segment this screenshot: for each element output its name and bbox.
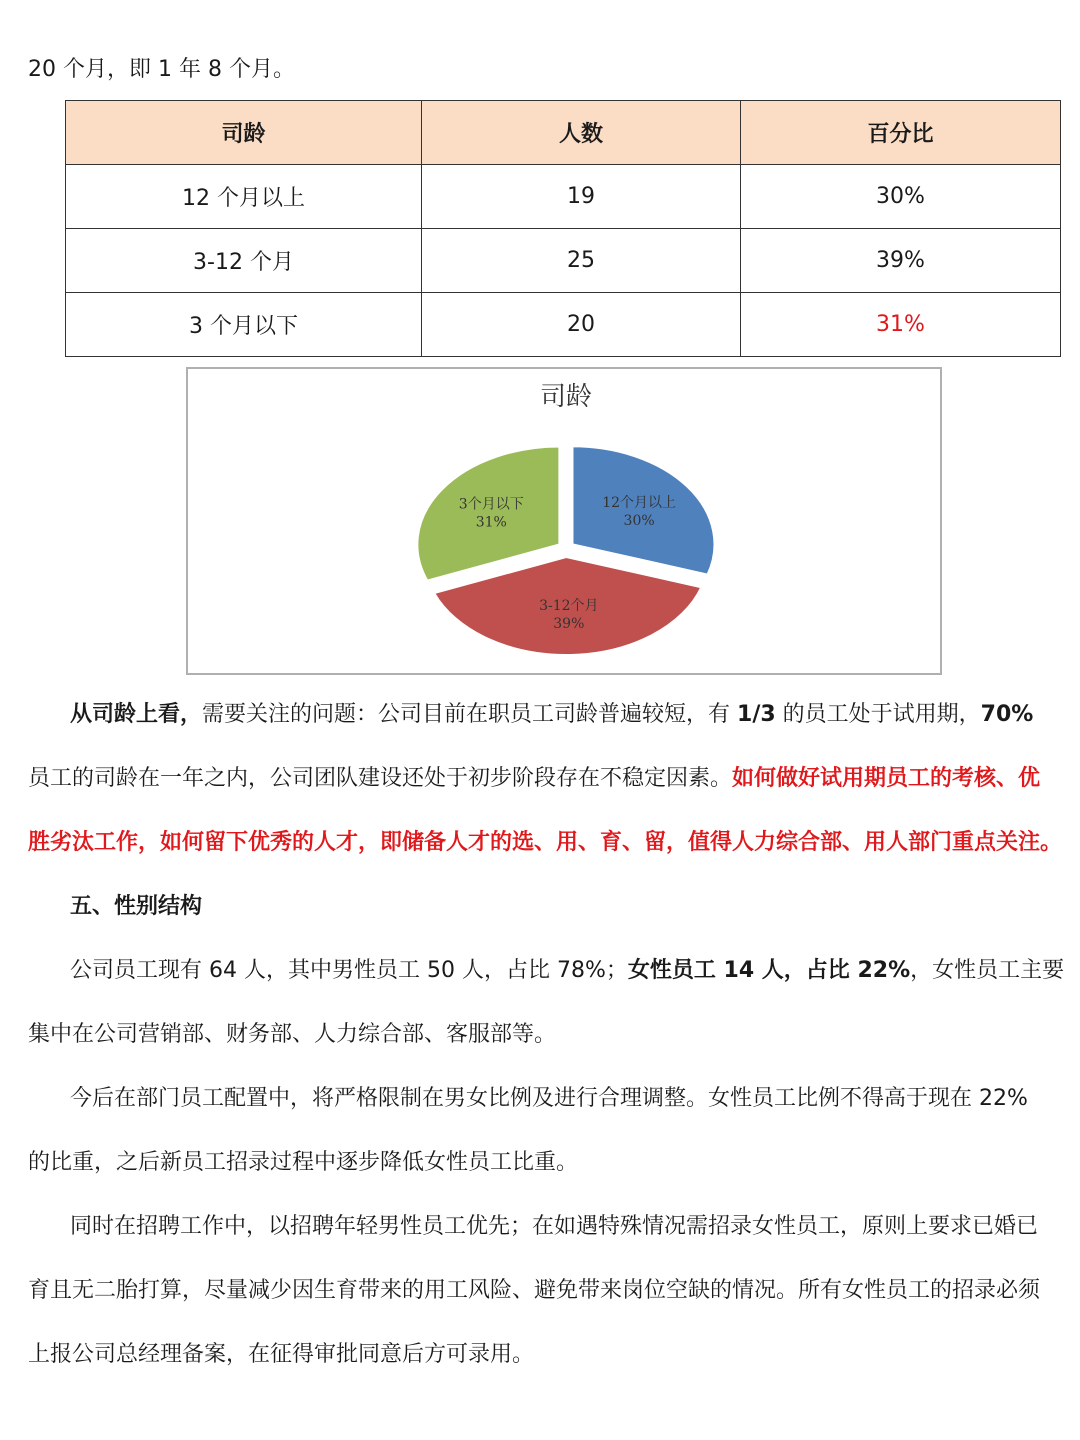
section5-line4: 的比重，之后新员工招录过程中逐步降低女性员工比重。 [28,1150,579,1175]
para1-text-a: 需要关注的问题：公司目前在职员工司龄普遍较短，有 [202,702,738,727]
table-header-row [66,101,1061,165]
para1-text-c: 员工的司龄在一年之内，公司团队建设还处于初步阶段存在不稳定因素。 [28,766,733,791]
cell-count: 20 [422,293,741,357]
para1-line1 [70,700,1033,730]
cell-count: 25 [422,229,741,293]
pie-label: 3-12个月 [539,597,599,614]
table-row [66,165,1061,229]
cell-tenure: 12 个月以上 [66,165,422,229]
cell-percent: 39% [741,229,1061,293]
pie-percent-label: 31% [475,514,507,531]
pie-label: 3个月以下 [458,496,524,513]
section5-text-a: 公司员工现有 64 人，其中男性员工 50 人，占比 78%； [70,958,628,983]
section5-text-b: ，女性员工主要 [910,958,1065,983]
cell-percent: 31% [741,293,1061,357]
section5-line2: 集中在公司营销部、财务部、人力综合部、客服部等。 [28,1022,557,1047]
cell-tenure: 3-12 个月 [66,229,422,293]
cell-percent: 30% [741,165,1061,229]
para1-text-b: 的员工处于试用期， [775,702,981,727]
chart-title: 司龄 [539,382,593,411]
para1-line2 [28,764,1040,794]
pie-slice [417,447,559,581]
tenure-table [65,100,1061,357]
section5-female-stat: 女性员工 14 人，占比 22% [627,958,911,983]
section5-line7: 上报公司总经理备案，在征得审批同意后方可录用。 [28,1342,535,1367]
cell-count: 19 [422,165,741,229]
pie-label: 12个月以上 [602,494,677,511]
para1-fraction: 1/3 [737,702,776,727]
para1-line3: 胜劣汰工作，如何留下优秀的人才，即储备人才的选、用、育、留，值得人力综合部、用人部门重点关注。 [28,830,1063,855]
header-count: 人数 [422,101,741,165]
pie-percent-label: 39% [553,615,585,632]
table-row [66,293,1061,357]
tenure-pie-chart [186,367,942,675]
section5-heading: 五、性别结构 [70,894,203,919]
para1-percent: 70% [980,702,1034,727]
header-tenure: 司龄 [66,101,422,165]
section5-line1 [70,956,1064,986]
section5-line5: 同时在招聘工作中，以招聘年轻男性员工优先；在如遇特殊情况需招录女性员工，原则上要求已婚已 [70,1214,1039,1239]
pie-svg [188,369,944,677]
header-percent: 百分比 [741,101,1061,165]
cell-tenure: 3 个月以下 [66,293,422,357]
pie-percent-label: 30% [623,512,655,529]
intro-line: 20 个月，即 1 年 8 个月。 [28,57,295,82]
table-row [66,229,1061,293]
para1-lead: 从司龄上看， [70,702,203,727]
para1-highlight-a: 如何做好试用期员工的考核、优 [732,766,1041,791]
section5-line3: 今后在部门员工配置中，将严格限制在男女比例及进行合理调整。女性员工比例不得高于现在 22% [70,1086,1028,1111]
section5-line6: 育且无二胎打算，尽量减少因生育带来的用工风险、避免带来岗位空缺的情况。所有女性员工的招录必须 [28,1278,1041,1303]
